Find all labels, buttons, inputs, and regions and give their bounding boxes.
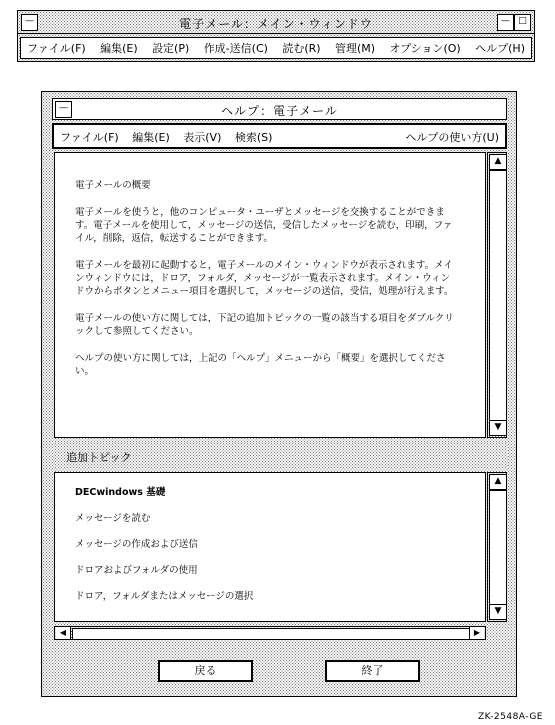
minimize-icon[interactable]: —	[497, 14, 514, 31]
main-menu-bar	[17, 34, 535, 62]
scrollbar-thumb[interactable]	[72, 628, 470, 640]
help-window-title: ヘルプ：電子メール	[221, 104, 338, 118]
main-menu-help[interactable]: ヘルプ(H)	[475, 42, 525, 55]
help-menu-view[interactable]: 表示(V)	[183, 131, 222, 144]
main-menu-options[interactable]: オプション(O)	[389, 42, 461, 55]
additional-topics-header	[54, 442, 508, 470]
main-menu-settings[interactable]: 設定(P)	[152, 42, 190, 55]
help-paragraph: 電子メールを使うと，他のコンピュータ・ユーザとメッセージを交換することができます。電子メールを使用して，メッセージの送信，受信したメッセージを読む，印刷，ファイル，削除，返信，転送することができます。	[75, 207, 453, 244]
list-item[interactable]: メッセージを読む	[75, 513, 151, 524]
scroll-right-arrow-icon[interactable]: ▶	[469, 627, 484, 639]
scrollbar-thumb[interactable]	[489, 170, 507, 422]
exit-button[interactable]: 終了	[325, 660, 420, 682]
help-menu-using-help[interactable]: ヘルプの使い方(U)	[405, 131, 499, 144]
scroll-up-arrow-icon[interactable]: ▲	[489, 154, 507, 170]
topics-list	[54, 472, 486, 622]
topics-horizontal-scrollbar[interactable]	[54, 626, 486, 640]
main-menu-manage[interactable]: 管理(M)	[334, 42, 376, 55]
help-menu-search[interactable]: 検索(S)	[234, 131, 273, 144]
list-item[interactable]: ドロアおよびフォルダの使用	[75, 565, 198, 576]
main-menu-edit[interactable]: 編集(E)	[100, 42, 138, 55]
topics-scrollbar[interactable]	[487, 472, 507, 622]
help-paragraph: ヘルプの使い方に関しては，上記の「ヘルプ」メニューから「概要」を選択してください。	[75, 353, 446, 377]
help-window-title-bar[interactable]	[52, 98, 507, 120]
help-paragraph: 電子メールを最初に起動すると，電子メールのメイン・ウィンドウが表示されます。メインウィンドウには，ドロア，フォルダ，メッセージが一覧表示されます。メイン・ウィンドウからボタンとメニュー項目を選択して，メッセージの送信，受信，処理が行えます。	[75, 260, 454, 297]
help-text-pane[interactable]	[54, 152, 486, 438]
list-item[interactable]: メッセージの作成および送信	[75, 539, 198, 550]
window-menu-icon[interactable]: —	[55, 101, 72, 118]
main-menu-compose[interactable]: 作成-送信(C)	[203, 42, 268, 55]
scroll-up-arrow-icon[interactable]: ▲	[489, 474, 507, 490]
main-menu-read[interactable]: 読む(R)	[282, 42, 321, 55]
help-menu-file[interactable]: ファイル(F)	[60, 131, 119, 144]
window-menu-icon[interactable]: —	[21, 14, 38, 31]
scrollbar-thumb[interactable]	[489, 490, 507, 607]
main-window-title-bar[interactable]	[17, 10, 535, 34]
help-menu-bar	[52, 123, 507, 149]
main-window-title: 電子メール：メイン・ウィンドウ	[179, 17, 373, 31]
main-menu-file[interactable]: ファイル(F)	[27, 42, 86, 55]
help-heading: 電子メールの概要	[75, 180, 151, 191]
scroll-left-arrow-icon[interactable]: ◀	[56, 627, 71, 639]
help-paragraph: 電子メールの使い方に関しては，下記の追加トピックの一覧の該当する項目をダブルクリックして参照してください。	[75, 313, 454, 337]
help-text-scrollbar[interactable]	[487, 152, 507, 438]
maximize-icon[interactable]: □	[514, 14, 531, 31]
figure-code: ZK-2548A-GE	[478, 712, 543, 722]
help-menu-edit[interactable]: 編集(E)	[132, 131, 170, 144]
list-item[interactable]: DECwindows 基礎	[75, 487, 166, 498]
list-item[interactable]: ドロア，フォルダまたはメッセージの選択	[75, 591, 254, 602]
additional-topics-label: 追加トピック	[66, 451, 132, 464]
back-button[interactable]: 戻る	[158, 660, 253, 682]
scroll-down-arrow-icon[interactable]: ▼	[489, 604, 507, 620]
scroll-down-arrow-icon[interactable]: ▼	[489, 420, 507, 436]
